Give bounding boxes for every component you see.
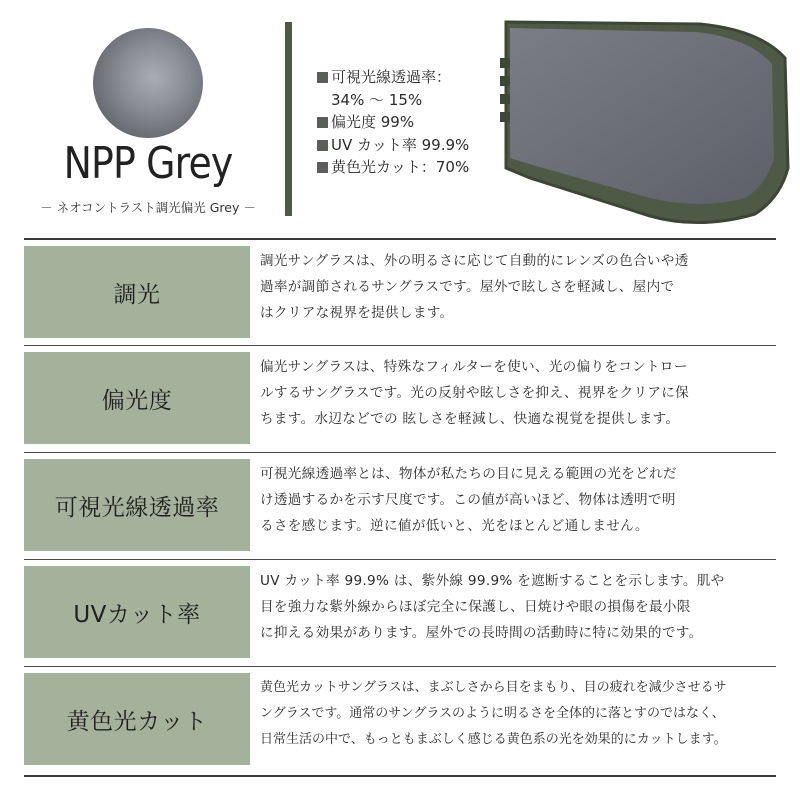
- feature-row: [24, 667, 776, 771]
- feature-row: [24, 560, 776, 664]
- square-bullet-icon: [317, 140, 328, 151]
- feature-description: [250, 240, 776, 344]
- lens-color-swatch: [93, 28, 203, 138]
- feature-description: [250, 667, 776, 771]
- feature-row: [24, 453, 776, 557]
- spec-line: [317, 89, 469, 112]
- spec-text: 34% ～ 15%: [331, 90, 423, 109]
- feature-label: UVカット率: [24, 566, 250, 658]
- spec-text: UV カット率 99.9%: [331, 135, 470, 154]
- feature-label: 黄色光カット: [24, 673, 250, 765]
- feature-row: [24, 346, 776, 450]
- square-bullet-icon: [317, 72, 328, 83]
- spec-text: 可視光線透過率：: [331, 68, 452, 86]
- description-line: 偏光サングラスは、特殊なフィルターを使い、光の偏りをコントロー: [260, 359, 688, 375]
- feature-label: 偏光度: [24, 352, 250, 444]
- description-line: ちます。水辺などでの 眩しさを軽減し、快適な視覚を提供します。: [260, 411, 680, 427]
- table-bottom-rule: [24, 775, 776, 777]
- feature-description: [250, 560, 776, 664]
- description-line: 過率が調節されるサングラスです。屋外で眩しさを軽減し、屋内で: [260, 279, 675, 295]
- description-line: ングラスです。通常のサングラスのように明るさを全体的に落とすのではなく、: [260, 706, 725, 721]
- description-line: ルするサングラスです。光の反射や眩しさを抑え、視界をクリアに保: [260, 385, 690, 401]
- description-line: UV カット率 99.9% は、紫外線 99.9% を遮断することを示します。肌や: [260, 573, 725, 589]
- description-line: に抑える効果があります。屋外での長時間の活動時に特に効果的です。: [260, 625, 703, 641]
- description-line: るさを感じます。逆に値が低いと、光をほとんど通しません。: [260, 518, 649, 534]
- product-subtitle: － ネオコントラスト調光偏光 Grey －: [40, 200, 256, 215]
- feature-row: [24, 240, 776, 344]
- spec-line: [317, 111, 469, 134]
- feature-label: 調光: [24, 246, 250, 338]
- spec-text: 偏光度 99%: [331, 113, 415, 131]
- feature-label: 可視光線透過率: [24, 459, 250, 551]
- description-line: 可視光線透過率とは、物体が私たちの目に見える範囲の光をどれだ: [260, 466, 677, 482]
- description-line: 黄色光カットサングラスは、まぶしさから目をまもり、目の疲れを減少させるサ: [260, 680, 727, 695]
- product-title: NPP Grey: [63, 138, 233, 189]
- square-bullet-icon: [317, 162, 328, 173]
- header-divider: [285, 22, 292, 216]
- sunglasses-lens-photo: [500, 18, 790, 228]
- description-line: はクリアな視界を提供します。: [260, 305, 454, 321]
- feature-description: [250, 346, 776, 450]
- description-line: け透過するかを示す尺度です。この値が高いほど、物体は透明で明: [260, 492, 676, 508]
- spec-line: [317, 66, 469, 89]
- spec-line: [317, 134, 469, 157]
- spec-list: [317, 66, 469, 179]
- description-line: 目を強力な紫外線からほぼ完全に保護し、日焼けや眼の損傷を最小限: [260, 599, 691, 615]
- description-line: 調光サングラスは、外の明るさに応じて自動的にレンズの色合いや透: [260, 253, 689, 269]
- square-bullet-icon: [317, 117, 328, 128]
- feature-description: [250, 453, 776, 557]
- spec-text: 黄色光カット：70%: [331, 158, 470, 176]
- description-line: 日常生活の中で、もっともまぶしく感じる黄色系の光を効果的にカットします。: [260, 732, 727, 747]
- spec-line: [317, 156, 469, 179]
